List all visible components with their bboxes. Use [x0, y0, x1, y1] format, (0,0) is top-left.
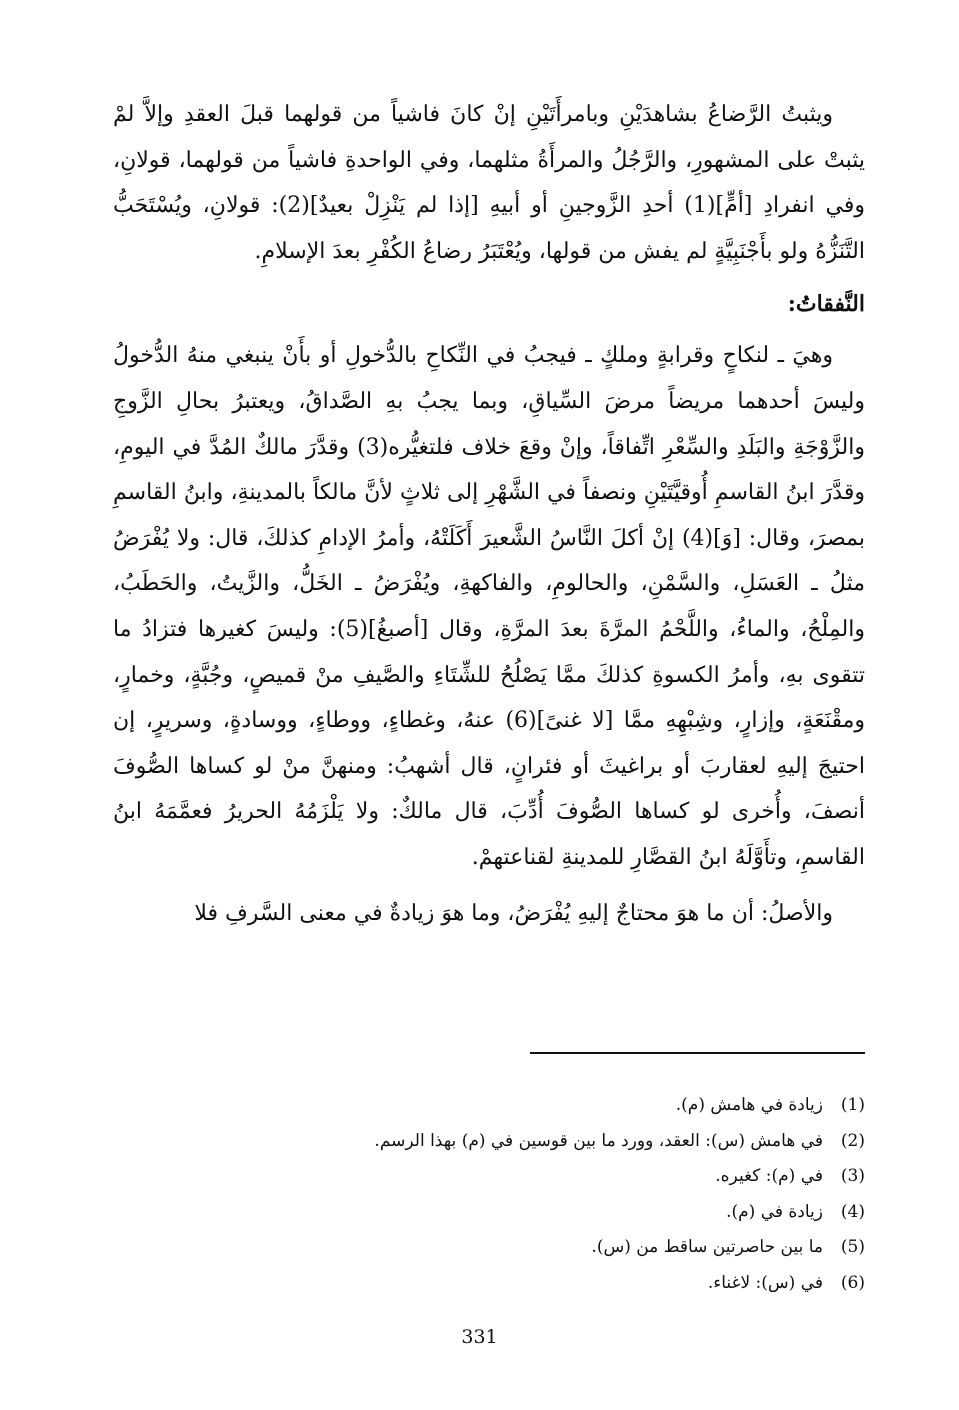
footnotes	[113, 1088, 865, 1301]
footnote-text: في هامش (س): العقد، وورد ما بين قوسين في (م) بهذا الرسم.	[374, 1130, 823, 1151]
footnote-text: في (م): كغيره.	[715, 1166, 823, 1186]
section-heading-nafaqat: النَّفقاتُ:	[787, 291, 865, 318]
footnote-3	[113, 1159, 865, 1195]
footnote-text: ما بين حاصرتين ساقط من (س).	[591, 1237, 823, 1257]
footnote-number: (6)	[840, 1272, 865, 1293]
footnote-5	[113, 1230, 865, 1266]
footnote-2	[113, 1124, 865, 1160]
footnote-separator	[530, 1052, 865, 1054]
page-number: 331	[461, 1326, 498, 1348]
footnote-1	[113, 1088, 865, 1124]
footnote-text: في (س): لاغناء.	[707, 1272, 823, 1293]
paragraph-nafaqat: وهيَ ـ لنكاحٍ وقرابةٍ وملكٍ ـ فيجبُ في النِّكاحِ بالدُّخولِ أو بأَنْ ينبغي منهُ الدُّخولُ وليسَ أحدهما مريضاً مرضَ السِّياقِ، وبما يجبُ بهِ الصَّداقُ، ويعتبرُ بحالِ الزَّوجِ والزَّوْجَةِ والبَلَدِ والسِّعْرِ اتِّفاقاً، وإنْ وقعَ خلاف فلتغيُّره(3) وقدَّرَ مالكٌ المُدَّ في اليومِ، وقدَّرَ ابنُ القاسمِ أُوقيَّتَيْنِ ونصفاً في الشَّهْرِ إلى ثلاثٍ لأنَّ مالكاً بالمدينةِ، وابنُ القاسمِ بمصرَ، وقال: [وَ](4) إنْ أكلَ النَّاسُ الشَّعيرَ أَكَلَتْهُ، وأمرُ الإدامِ كذلكَ، قال: ولا يُفْرَضُ مثلُ ـ العَسَلِ، والسَّمْنِ، والحالومِ، والفاكهةِ، ويُفْرَضُ ـ الخَلُّ، والزَّيتُ، والحَطَبُ، والمِلْحُ، والماءُ، واللَّحْمُ المرَّةَ بعدَ المرَّةِ، وقال [أصبغُ](5): وليسَ كغيرها فتزادُ ما تتقوى بهِ، وأمرُ الكسوةِ كذلكَ ممَّا يَصْلُحُ للشِّتَاءِ والصَّيفِ منْ قميصٍ، وجُبَّةٍ، وخمارٍ، ومقْنَعَةٍ، وإزارٍ، وشِبْهِهِ ممَّا [لا غنىً](6) عنهُ، وغطاءٍ، ووطاءٍ، ووسادةٍ، وسريرٍ، إن احتيجَ إليهِ لعقاربَ أو براغيثَ أو فئرانٍ، قال أشهبُ: ومنهنَّ منْ لو كساها الصُّوفَ أنصفَ، وأُخرى لو كساها الصُّوفَ أُدِّبَ، قال مالكٌ: ولا يَلْزَمُهُ الحريرُ فعمَّمَهُ ابنُ القاسمِ، وتأَوَّلَهُ ابنُ القصَّارِ للمدينةِ لقناعتهمْ.	[113, 343, 865, 870]
footnote-number: (4)	[840, 1201, 865, 1222]
footnote-number: (5)	[840, 1237, 865, 1257]
footnote-6	[113, 1266, 865, 1302]
footnote-number: (1)	[840, 1095, 865, 1115]
footnote-4	[113, 1195, 865, 1231]
footnote-number: (3)	[840, 1166, 865, 1186]
paragraph-asl: والأصلُ: أن ما هوَ محتاجٌ إليهِ يُفْرَضُ، وما هوَ زيادةٌ في معنى السَّرفِ فلا	[194, 900, 833, 926]
footnote-number: (2)	[840, 1130, 865, 1151]
main-text	[113, 92, 865, 936]
footnote-text: زيادة في هامش (م).	[675, 1095, 823, 1115]
footnote-text: زيادة في (م).	[726, 1201, 823, 1222]
paragraph-radaa: ويثبتُ الرَّضاعُ بشاهدَيْنِ وبامرأَتَيْنِ إنْ كانَ فاشياً من قولهما قبلَ العقدِ وإلاَّ لمْ يثبتْ على المشهورِ، والرَّجُلُ والمرأَةُ مثلهما، وفي الواحدةِ فاشياً من قولهما، قولانِ، وفي انفرادِ [أمٍّ](1) أحدِ الزَّوجينِ أو أبيهِ [إذا لم يَنْزِلْ بعيدٌ](2): قولانِ، ويُسْتَحَبُّ التَّنَزُّهُ ولو بأَجْنَبِيَّةٍ لم يفش من قولها، ويُعْتَبَرُ رضاعُ الكُفْرِ بعدَ الإسلامِ.	[113, 102, 866, 264]
